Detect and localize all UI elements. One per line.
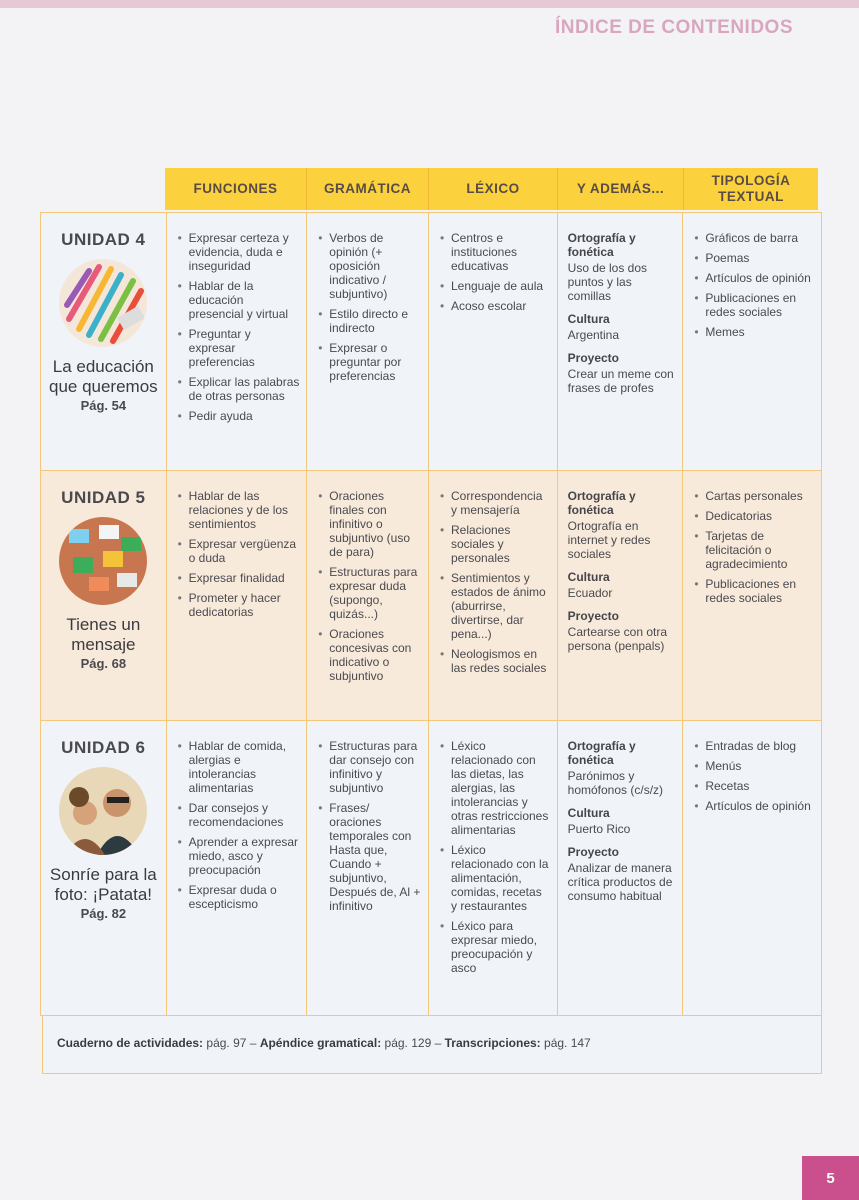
list-item: • Publicaciones en redes sociales xyxy=(693,577,815,605)
unit-label: UNIDAD 5 xyxy=(61,488,146,507)
footer-transcripciones-label: Transcripciones: xyxy=(444,1036,541,1050)
ademas-heading: Ortografía y fonética xyxy=(567,739,636,767)
lexico-cell-list xyxy=(439,231,551,313)
header-tipologia: TIPOLOGÍA TEXTUAL xyxy=(683,168,818,210)
list-item: • Expresar duda o escepticismo xyxy=(177,883,301,911)
list-item: • Estructuras para expresar duda (supongo, quizás...) xyxy=(317,565,422,621)
ademas-text: Ortografía en internet y redes sociales xyxy=(567,519,651,561)
unit-title: Tienes un mensaje xyxy=(66,615,141,654)
ademas-heading: Cultura xyxy=(567,570,610,584)
list-item: • Acoso escolar xyxy=(439,299,551,313)
lexico-cell xyxy=(428,721,557,1015)
funciones-cell-list xyxy=(177,489,301,619)
gramatica-cell-list xyxy=(317,489,422,683)
list-item: • Expresar o preguntar por preferencias xyxy=(317,341,422,383)
list-item: • Oraciones concesivas con indicativo o subjuntivo xyxy=(317,627,422,683)
ademas-text: Uso de los dos puntos y las comillas xyxy=(567,261,648,303)
list-item: • Poemas xyxy=(693,251,815,265)
ademas-cell xyxy=(557,471,683,720)
unit-row xyxy=(40,212,822,470)
ademas-cell xyxy=(557,213,683,470)
list-item: • Memes xyxy=(693,325,815,339)
list-item: • Léxico relacionado con las dietas, las alergias, las intolerancias y otras restricciones alimentarias xyxy=(439,739,551,837)
gramatica-cell xyxy=(306,213,428,470)
ademas-cell xyxy=(557,721,683,1015)
unit-cell xyxy=(41,471,166,720)
list-item: • Estructuras para dar consejo con infinitivo y subjuntivo xyxy=(317,739,422,795)
funciones-cell xyxy=(166,721,307,1015)
list-item: • Oraciones finales con infinitivo o subjuntivo (uso de para) xyxy=(317,489,422,559)
gramatica-cell xyxy=(306,721,428,1015)
ademas-heading: Proyecto xyxy=(567,845,620,859)
list-item: • Prometer y hacer dedicatorias xyxy=(177,591,301,619)
ademas-heading: Proyecto xyxy=(567,609,620,623)
top-strip xyxy=(0,0,859,8)
unit-page: Pág. 82 xyxy=(80,906,127,921)
list-item: • Hablar de la educación presencial y virtual xyxy=(177,279,301,321)
list-item: • Menús xyxy=(693,759,815,773)
unit-page: Pág. 54 xyxy=(80,398,127,413)
page-title: ÍNDICE DE CONTENIDOS xyxy=(554,17,793,38)
header-ademas: Y ADEMÁS... xyxy=(557,168,683,210)
unit-cell xyxy=(41,721,166,1015)
list-item: • Verbos de opinión (+ oposición indicativo / subjuntivo) xyxy=(317,231,422,301)
ademas-text: Argentina xyxy=(567,328,620,342)
page-number: 5 xyxy=(802,1156,859,1200)
list-item: • Pedir ayuda xyxy=(177,409,301,423)
list-item: • Explicar las palabras de otras personas xyxy=(177,375,301,403)
unit-label: UNIDAD 4 xyxy=(61,230,146,249)
funciones-cell xyxy=(166,213,307,470)
footer-apendice-page: pág. 129 xyxy=(384,1036,432,1050)
footer-separator: – xyxy=(249,1036,257,1050)
footer-references xyxy=(42,1016,822,1074)
header-lexico: LÉXICO xyxy=(428,168,557,210)
list-item: • Entradas de blog xyxy=(693,739,815,753)
list-item: • Preguntar y expresar preferencias xyxy=(177,327,301,369)
unit-row xyxy=(40,470,822,720)
gramatica-cell xyxy=(306,471,428,720)
unit-cell xyxy=(41,213,166,470)
unit-page: Pág. 68 xyxy=(80,656,127,671)
friends-photo-icon xyxy=(59,767,147,855)
tipologia-cell-list xyxy=(693,739,815,813)
lexico-cell xyxy=(428,471,557,720)
ademas-heading: Proyecto xyxy=(567,351,620,365)
list-item: • Hablar de comida, alergias e intolerancias alimentarias xyxy=(177,739,301,795)
header-funciones: FUNCIONES xyxy=(165,168,306,210)
list-item: • Expresar certeza y evidencia, duda e inseguridad xyxy=(177,231,301,273)
list-item: • Estilo directo e indirecto xyxy=(317,307,422,335)
unit-label: UNIDAD 6 xyxy=(61,738,146,757)
ademas-text: Crear un meme con frases de profes xyxy=(567,367,674,395)
list-item: • Léxico para expresar miedo, preocupación y asco xyxy=(439,919,551,975)
lexico-cell xyxy=(428,213,557,470)
tipologia-cell xyxy=(682,213,821,470)
gramatica-cell-list xyxy=(317,739,422,913)
list-item: • Artículos de opinión xyxy=(693,271,815,285)
list-item: • Tarjetas de felicitación o agradecimiento xyxy=(693,529,815,571)
list-item: • Centros e instituciones educativas xyxy=(439,231,551,273)
funciones-cell-list xyxy=(177,739,301,911)
list-item: • Recetas xyxy=(693,779,815,793)
list-item: • Dedicatorias xyxy=(693,509,815,523)
tipologia-cell-list xyxy=(693,231,815,339)
tipologia-cell xyxy=(682,721,821,1015)
list-item: • Léxico relacionado con la alimentación, comidas, recetas y restaurantes xyxy=(439,843,551,913)
list-item: • Expresar vergüenza o duda xyxy=(177,537,301,565)
list-item: • Frases/ oraciones temporales con Hasta que, Cuando + subjuntivo, Después de, Al + infinitivo xyxy=(317,801,422,913)
list-item: • Dar consejos y recomendaciones xyxy=(177,801,301,829)
footer-transcripciones-page: pág. 147 xyxy=(544,1036,591,1050)
lexico-cell-list xyxy=(439,739,551,975)
unit-title: Sonríe para la foto: ¡Patata! xyxy=(49,865,157,904)
list-item: • Aprender a expresar miedo, asco y preocupación xyxy=(177,835,301,877)
ademas-text: Puerto Rico xyxy=(567,822,631,836)
list-item: • Correspondencia y mensajería xyxy=(439,489,551,517)
ademas-heading: Ortografía y fonética xyxy=(567,231,636,259)
ademas-text: Analizar de manera crítica productos de consumo habitual xyxy=(567,861,673,903)
tipologia-cell xyxy=(682,471,821,720)
ademas-text: Cartearse con otra persona (penpals) xyxy=(567,625,668,653)
footer-cuaderno-page: pág. 97 xyxy=(206,1036,247,1050)
list-item: • Lenguaje de aula xyxy=(439,279,551,293)
list-item: • Hablar de las relaciones y de los sentimientos xyxy=(177,489,301,531)
table-header xyxy=(165,168,818,210)
ademas-heading: Ortografía y fonética xyxy=(567,489,636,517)
ademas-heading: Cultura xyxy=(567,312,610,326)
list-item: • Sentimientos y estados de ánimo (aburrirse, divertirse, dar pena...) xyxy=(439,571,551,641)
list-item: • Expresar finalidad xyxy=(177,571,301,585)
footer-apendice-label: Apéndice gramatical: xyxy=(259,1036,382,1050)
list-item: • Cartas personales xyxy=(693,489,815,503)
funciones-cell xyxy=(166,471,307,720)
funciones-cell-list xyxy=(177,231,301,423)
list-item: • Gráficos de barra xyxy=(693,231,815,245)
list-item: • Artículos de opinión xyxy=(693,799,815,813)
list-item: • Neologismos en las redes sociales xyxy=(439,647,551,675)
footer-cuaderno-label: Cuaderno de actividades: xyxy=(57,1036,204,1050)
unit-title: La educación que queremos xyxy=(48,357,158,396)
lexico-cell-list xyxy=(439,489,551,675)
unit-row xyxy=(40,720,822,1016)
footer-separator: – xyxy=(434,1036,442,1050)
tipologia-cell-list xyxy=(693,489,815,605)
header-gramatica: GRAMÁTICA xyxy=(306,168,428,210)
ademas-text: Parónimos y homófonos (c/s/z) xyxy=(567,769,664,797)
ademas-text: Ecuador xyxy=(567,586,613,600)
list-item: • Relaciones sociales y personales xyxy=(439,523,551,565)
gramatica-cell-list xyxy=(317,231,422,383)
mailboxes-icon xyxy=(59,517,147,605)
ademas-heading: Cultura xyxy=(567,806,610,820)
colored-pencils-icon xyxy=(59,259,147,347)
list-item: • Publicaciones en redes sociales xyxy=(693,291,815,319)
